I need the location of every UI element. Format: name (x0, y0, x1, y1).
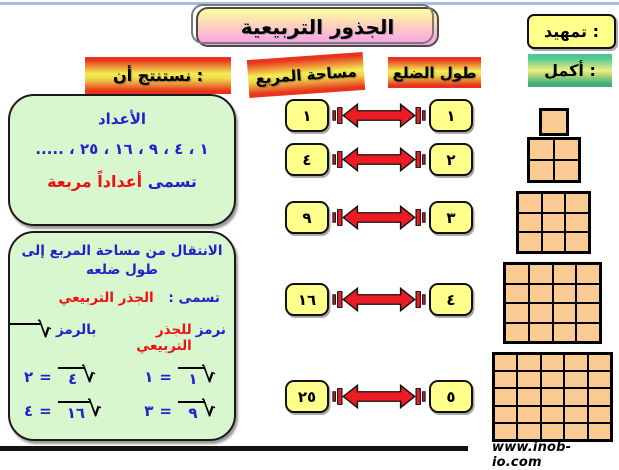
grid-cell (564, 354, 587, 371)
grid-cell (565, 213, 589, 233)
square-grid-1x1 (539, 108, 569, 136)
grid-cell (494, 406, 517, 423)
grid-cell (529, 139, 554, 160)
complete-label: أكمل : (544, 61, 596, 80)
area-value-box: ٢٥ (285, 380, 329, 413)
grid-cell (588, 423, 611, 440)
panel1-line3 (10, 172, 234, 191)
grid-cell (541, 371, 564, 388)
grid-cell (541, 354, 564, 371)
website-text: www.inob-io.com (492, 440, 572, 470)
grid-cell (576, 323, 600, 343)
square-grid-2x2 (527, 137, 581, 183)
sqrt-equations (10, 363, 234, 422)
area-value-box: ١٦ (285, 283, 329, 316)
double-arrow-icon (332, 383, 426, 410)
area-value-box: ١ (285, 99, 329, 132)
area-value-box: ٤ (285, 143, 329, 176)
grid-cell (588, 406, 611, 423)
panel2-line3 (10, 290, 220, 306)
grid-cell (576, 264, 600, 284)
square-grid-5x5 (492, 352, 613, 442)
panel2-line4 (10, 318, 226, 354)
header-conclude: نستنتج أن : (85, 57, 231, 94)
grid-cell (505, 323, 529, 343)
side-value-box: ١ (429, 99, 473, 132)
panel2-line3-red: الجذر التربيعي (58, 290, 154, 306)
grid-cell (518, 213, 542, 233)
grid-cell (564, 406, 587, 423)
square-grid-3x3 (516, 191, 591, 254)
grid-cell (564, 371, 587, 388)
grid-cell (541, 423, 564, 440)
grid-cell (553, 323, 577, 343)
grid-cell (494, 423, 517, 440)
square-grid-4x4 (503, 262, 602, 344)
side-value-box: ٥ (429, 380, 473, 413)
grid-cell (554, 139, 579, 160)
equations-row (10, 363, 234, 388)
equations-row (10, 396, 234, 422)
grid-cell (517, 423, 540, 440)
value-row (285, 381, 473, 412)
grid-cell (494, 354, 517, 371)
panel2-line3-blue: تسمى : (168, 290, 220, 306)
complete-label-box (528, 54, 612, 87)
grid-cell (564, 423, 587, 440)
grid-cell (565, 193, 589, 213)
grid-cell (553, 264, 577, 284)
grid-cell (553, 284, 577, 304)
double-arrow-icon (332, 286, 426, 313)
grid-cell (554, 160, 579, 181)
value-row (285, 202, 473, 233)
sqrt-equation: ٢ = ٤ √ (24, 363, 96, 388)
double-arrow-icon (332, 102, 426, 129)
value-row (285, 100, 473, 131)
radical-symbol-icon: √ (10, 322, 52, 339)
grid-cell (517, 371, 540, 388)
panel1-numbers: ١ ، ٤ ، ٩ ، ١٦ ، ٢٥ ، ..... (35, 140, 209, 158)
grid-cell (541, 406, 564, 423)
panel1-line3-blue: تسمى (147, 172, 197, 191)
grid-cell (517, 388, 540, 405)
grid-cell (518, 232, 542, 252)
side-value-box: ٢ (429, 143, 473, 176)
intro-label: تمهيد : (543, 22, 600, 41)
grid-cell (494, 388, 517, 405)
grid-cell (518, 193, 542, 213)
side-value-box: ٣ (429, 201, 473, 234)
grid-cell (529, 264, 553, 284)
grid-cell (542, 213, 566, 233)
grid-cell (565, 232, 589, 252)
grid-cell (505, 264, 529, 284)
header-side-length: طول الضلع (388, 57, 481, 88)
panel2-line4-red: للجذر التربيعي (136, 322, 192, 354)
grid-cell (541, 110, 567, 134)
double-arrow-icon (332, 204, 426, 231)
grid-cell (542, 232, 566, 252)
grid-cell (529, 160, 554, 181)
panel2-line1: الانتقال من مساحة المربع إلى (21, 243, 223, 259)
grid-cell (529, 323, 553, 343)
grid-cell (517, 354, 540, 371)
double-arrow-icon (332, 146, 426, 173)
panel2-line2: طول ضلعه (86, 262, 158, 278)
top-rule (0, 2, 619, 5)
intro-label-box (527, 14, 616, 49)
header-square-area: مساحة المربع (247, 52, 365, 98)
grid-cell (505, 284, 529, 304)
panel1-line3-red: أعداداً مربعة (47, 172, 143, 191)
grid-cell (529, 303, 553, 323)
value-row (285, 144, 473, 175)
grid-cell (505, 303, 529, 323)
grid-cell (576, 284, 600, 304)
grid-cell (541, 388, 564, 405)
sqrt-equation: ١ = ١ √ (144, 363, 216, 388)
grid-cell (494, 371, 517, 388)
panel2-line4-blue2: بالرمز (56, 322, 97, 338)
panel1-line1: الأعداد (97, 110, 147, 128)
square-root-panel (8, 231, 236, 441)
slide-title-box (196, 7, 439, 47)
grid-cell (553, 303, 577, 323)
grid-cell (588, 354, 611, 371)
slide-title: الجذور التربيعية (240, 15, 395, 39)
sqrt-equation: ٣ = ٩ √ (144, 396, 216, 422)
grid-cell (588, 388, 611, 405)
value-row (285, 284, 473, 315)
grid-cell (517, 406, 540, 423)
area-value-box: ٩ (285, 201, 329, 234)
bottom-rule (0, 446, 468, 451)
grid-cell (542, 193, 566, 213)
square-numbers-panel (8, 94, 236, 226)
grid-cell (529, 284, 553, 304)
panel2-line4-blue1: نرمز (195, 322, 226, 338)
sqrt-equation: ٤ = ١٦ √ (24, 396, 103, 422)
grid-cell (588, 371, 611, 388)
grid-cell (576, 303, 600, 323)
grid-cell (564, 388, 587, 405)
side-value-box: ٤ (429, 283, 473, 316)
